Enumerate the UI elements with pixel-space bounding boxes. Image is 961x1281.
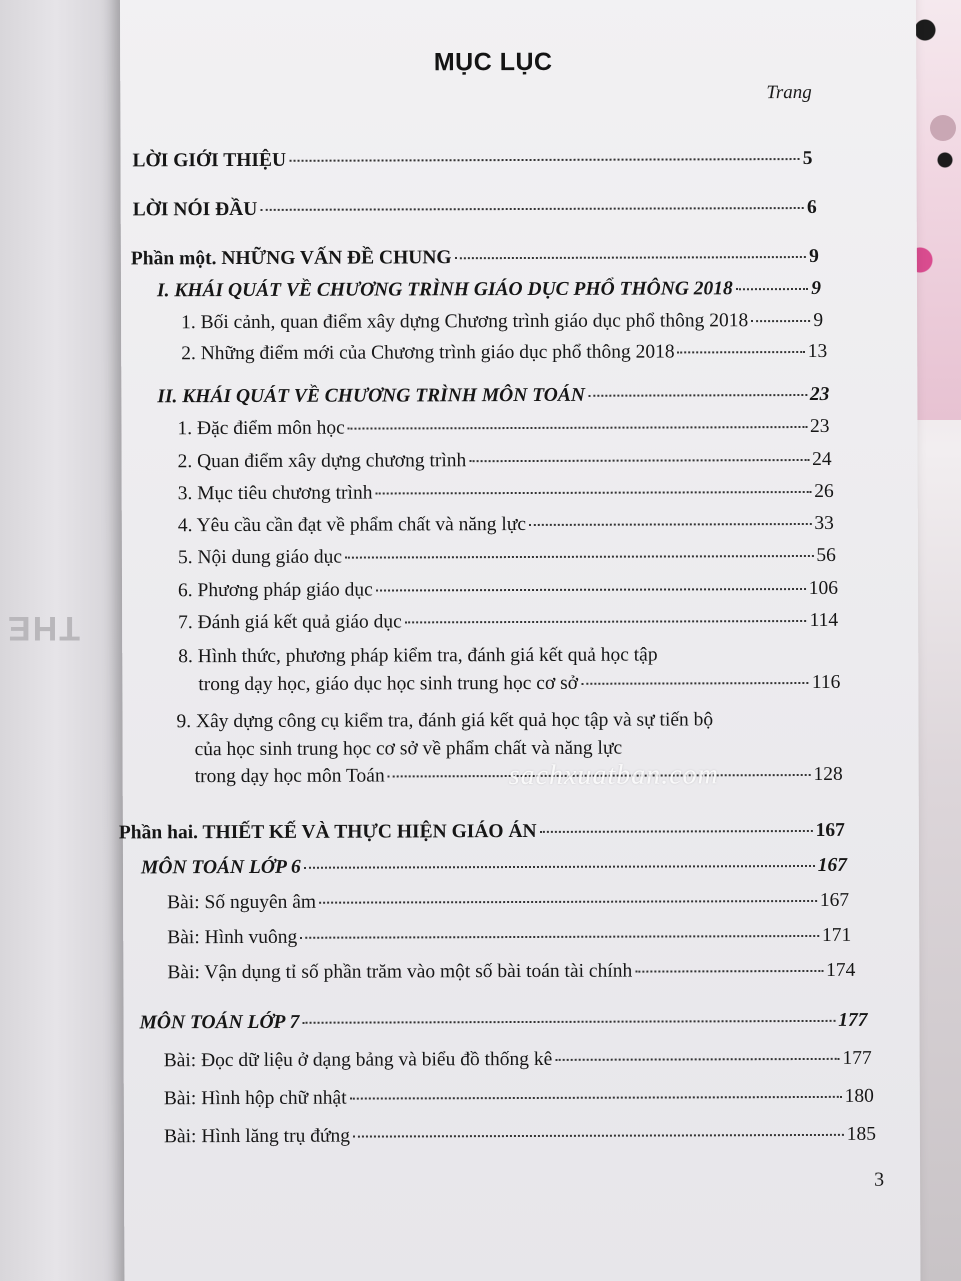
toc-entry-label: 4. Yêu cầu cần đạt về phẩm chất và năng lực [177, 513, 527, 537]
toc-entry-page: 9 [811, 277, 822, 299]
dot-leader [405, 620, 807, 623]
watermark: sachxuatban.com [508, 759, 719, 792]
toc-entry-page: 24 [812, 448, 832, 470]
dot-leader [529, 523, 811, 526]
toc-entry [178, 611, 838, 633]
toc-entry-label: Phần hai. THIẾT KẾ VÀ THỰC HIỆN GIÁO ÁN [118, 820, 537, 844]
toc-entry-label: LỜI NÓI ĐẦU [132, 198, 258, 221]
toc-entry-label: 1. Bối cảnh, quan điểm xây dựng Chương trình giáo dục phổ thông 2018 [181, 310, 749, 334]
toc-entry [140, 1011, 868, 1033]
dot-leader [375, 491, 811, 495]
dot-leader [678, 351, 805, 353]
dot-leader [353, 1134, 844, 1138]
toc-entry-page: 6 [806, 196, 817, 219]
toc-entry [178, 514, 834, 536]
toc-entry [157, 385, 829, 407]
toc-entry-label: Bài: Hình vuông [167, 926, 298, 949]
toc-entry [167, 961, 855, 983]
dot-leader [304, 865, 815, 869]
toc-entry-label: Bài: Hình hộp chữ nhật [163, 1087, 347, 1110]
toc-entry-page: 167 [819, 889, 850, 911]
dot-leader [581, 682, 809, 685]
dot-leader [350, 1096, 842, 1100]
book-page [120, 0, 921, 1281]
toc-entry-page: 174 [826, 959, 856, 981]
dot-leader [751, 320, 810, 322]
toc-entry [119, 821, 845, 843]
dot-leader [469, 459, 809, 462]
toc-entry [198, 673, 840, 695]
toc-entry-page: 13 [807, 340, 828, 363]
toc-entry [131, 247, 819, 269]
toc-entry [167, 891, 849, 913]
toc-entry [178, 579, 838, 601]
table-of-contents [120, 0, 920, 1281]
toc-entry [178, 546, 836, 568]
toc-entry-page: 33 [814, 512, 834, 534]
dot-leader [302, 1020, 835, 1024]
toc-entry-page: 128 [813, 763, 843, 785]
dot-leader [319, 900, 817, 904]
dot-leader [540, 830, 813, 833]
dot-leader [555, 1058, 839, 1061]
toc-entry [133, 149, 813, 171]
toc-entry-label: Bài: Số nguyên âm [167, 891, 317, 914]
toc-entry [164, 1125, 876, 1147]
dot-leader [300, 935, 819, 939]
toc-entry-page: 23 [809, 383, 830, 405]
toc-entry-label: MÔN TOÁN LỚP 7 [139, 1011, 300, 1034]
toc-entry-label-line: 8. Hình thức, phương pháp kiểm tra, đánh giá kết quả học tập [178, 644, 658, 668]
toc-entry-page: 167 [815, 819, 845, 841]
page-column-header: Trang [766, 81, 812, 104]
toc-entry-page: 9 [809, 245, 819, 267]
toc-entry [181, 342, 827, 364]
underlying-page-text: THE [6, 609, 80, 647]
toc-entry-page: 185 [846, 1123, 876, 1145]
toc-entry-page: 114 [809, 609, 839, 631]
toc-entry [157, 279, 821, 301]
toc-entry-label: 1. Đặc điểm môn học [177, 417, 345, 440]
toc-entry-page: 116 [811, 671, 841, 693]
toc-entry-label: Bài: Hình lăng trụ đứng [163, 1125, 351, 1148]
toc-entry-label: MÔN TOÁN LỚP 6 [140, 856, 301, 879]
toc-entry-page: 23 [809, 415, 830, 437]
toc-entry-label: LỜI GIỚI THIỆU [132, 149, 287, 172]
toc-entry-label: 5. Nội dung giáo dục [177, 546, 343, 569]
dot-leader [736, 288, 808, 290]
toc-entry-label: 2. Những điểm mới của Chương trình giáo dục phổ thông 2018 [181, 341, 675, 365]
dot-leader [289, 158, 800, 162]
dot-leader [588, 394, 807, 397]
toc-entry-page: 167 [817, 854, 848, 876]
toc-entry-page: 9 [813, 309, 824, 331]
toc-entry-page: 177 [838, 1009, 868, 1031]
dot-leader [635, 970, 823, 973]
toc-entry-label: trong dạy học môn Toán [194, 765, 385, 788]
toc-entry-label-line: của học sinh trung học cơ sở về phẩm chất và năng lực [194, 737, 623, 761]
toc-entry-page: 5 [802, 147, 813, 170]
toc-entry-label: Bài: Đọc dữ liệu ở dạng bảng và biểu đồ thống kê [163, 1048, 553, 1072]
toc-entry-label: 6. Phương pháp giáo dục [177, 579, 373, 602]
dot-leader [260, 207, 804, 211]
toc-entry-label: I. KHÁI QUÁT VỀ CHƯƠNG TRÌNH GIÁO DỤC PHỔ THÔNG 2018 [156, 278, 733, 302]
toc-entry-label: 3. Mục tiêu chương trình [177, 482, 373, 505]
toc-entry [167, 926, 851, 948]
fabric-dot [930, 115, 956, 141]
toc-entry [181, 311, 823, 333]
toc-entry [164, 1087, 874, 1109]
dot-leader [376, 588, 806, 592]
toc-entry-page: 171 [821, 924, 852, 946]
toc-entry-label: 7. Đánh giá kết quả giáo dục [178, 611, 402, 634]
toc-entry-label: II. KHÁI QUÁT VỀ CHƯƠNG TRÌNH MÔN TOÁN [157, 384, 585, 408]
toc-entry [164, 1049, 872, 1071]
toc-entry [178, 450, 832, 472]
toc-entry-label: 2. Quan điểm xây dựng chương trình [177, 450, 467, 473]
toc-title: MỤC LỤC [433, 47, 553, 77]
page-number: 3 [874, 1168, 885, 1191]
toc-entry [133, 198, 817, 220]
toc-entry [177, 417, 829, 439]
toc-entry-page: 56 [816, 544, 836, 566]
toc-entry-label: Phần một. NHỮNG VẤN ĐỀ CHUNG [130, 247, 452, 270]
toc-entry-label: trong dạy học, giáo dục học sinh trung học cơ sở [198, 672, 579, 696]
toc-entry [178, 482, 834, 504]
dot-leader [348, 426, 807, 430]
dot-leader [455, 256, 807, 259]
toc-entry-label-line: 9. Xây dựng công cụ kiểm tra, đánh giá kết quả học tập và sự tiến bộ [176, 709, 714, 733]
toc-entry-label: Bài: Vận dụng tỉ số phần trăm vào một số bài toán tài chính [167, 960, 633, 984]
toc-entry-page: 177 [842, 1047, 872, 1069]
dot-leader [345, 555, 813, 559]
toc-entry-page: 180 [844, 1085, 874, 1107]
toc-entry [141, 856, 847, 878]
toc-entry-page: 106 [808, 577, 839, 599]
toc-entry-page: 26 [814, 480, 834, 502]
